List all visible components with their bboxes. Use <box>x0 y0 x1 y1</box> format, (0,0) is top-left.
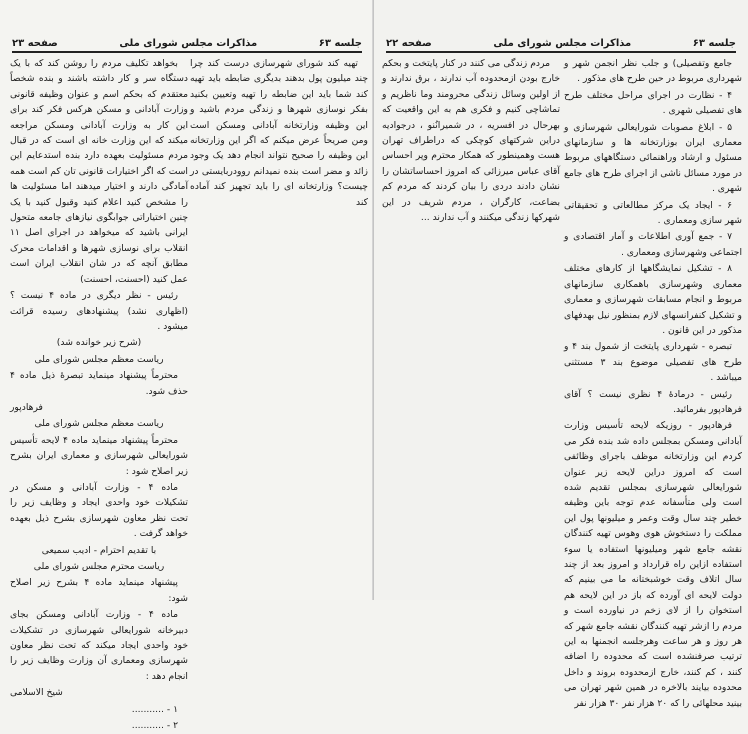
paragraph: ۴ - نظارت در اجرای مراحل مختلف طرح های تفصیلی شهری . <box>564 89 742 117</box>
addressee: ریاست معظم مجلس شورای ملی <box>34 418 164 430</box>
session-number: جلسه ۶۳ <box>692 38 736 49</box>
text-column-left <box>382 56 560 226</box>
paragraph: تهیه کند شورای شهرسازی درست کند چرا چند میلیون پول بدهند بدیگری ضابطه باید تهیه کند شما باید این ضابطه را تهیه وتعیین بکنید بفکر نوسازی شهرها و زندگی مردم باشید و این وظیفه وزارتخانه آبادانی ومسکن است ومن صریحاً عرض میکنم که اگر این وزارتخانه این وظیفه را صحیح نتواند انجام دهد یک وجود زائد و مضر است بنده نمیدانم روودربایستی در چیست؟ وزارتخانه ای را باید تجهیز کند آماده کند <box>190 58 368 208</box>
page-header <box>386 33 736 53</box>
paragraph: رئیس - درمادهٔ ۴ نظری نیست ؟ آقای فرهادپور بفرمائید. <box>564 388 742 415</box>
page-number: صفحه ۲۲ <box>386 38 432 49</box>
page-header <box>12 33 362 53</box>
paragraph: تبصره - شهرداری پایتخت از شمول بند ۴ و طرح های تفصیلی موضوع بند ۳ مستثنی میباشد . <box>564 341 742 384</box>
text-column-right <box>564 56 742 712</box>
list-item: ۱ - ........... <box>131 703 178 715</box>
paragraph: رئیس - نظر دیگری در ماده ۴ نیست ؟ (اظهاری نشد) پیشنهادهای رسیده قرائت میشود . <box>10 290 188 332</box>
publication-title: مذاکرات مجلس شورای ملی <box>493 38 632 49</box>
addressee: ریاست معظم مجلس شورای ملی <box>34 353 164 365</box>
list-item: ۲ - ........... <box>131 720 178 732</box>
session-number: جلسه ۶۳ <box>318 38 362 49</box>
paragraph: ماده ۴ - وزارت آبادانی ومسکن بجای دبیرخانه شورایعالی شهرسازی در تشکیلات خود واحدی ایجاد میکند که تحت نظر معاون شهرسازی ومعماری آن وزارت وظایف زیر را انجام دهد : <box>10 609 188 682</box>
paragraph: ۵ - ابلاغ مصوبات شورایعالی شهرسازی و معماری ایران بوزارتخانه ها و سازمانهای مسئول و ارشاد وراهنمائی دستگاههای مربوط در مورد مسائل ناشی از اجرای طرح های جامع شهری . <box>564 121 742 195</box>
text-column-right <box>190 56 368 211</box>
paragraph: ۶ - ایجاد یک مرکز مطالعاتی و تحقیقاتی شهر سازی ومعماری . <box>564 199 742 227</box>
page-number: صفحه ۲۳ <box>12 38 58 49</box>
paragraph: فرهادپور - روزیکه لایحه تأسیس وزارت آبادانی ومسکن بمجلس داده شد بنده فکر می کردم این وزارتخانه موظف باجرای وظائفی است که امروز دراین لایحه زیر عنوان شورایعالی شهرسازی بمجلس تقدیم شده است ولی متأسفانه عدم توجه باین وظیفه خطیر چند سال وقت وعمر و میلیونها پول این مملکت را دستخوش هوی وهوس تهیه کنندگان نقشه جامع شهر ومیلیونها استفاده یا سوء استفاده ازاین راه قرارداد و امروز بعد از چند سال اتلاف وقت خوشبختانه ما می بینیم که دولت لایحه ای آورده که باز در این لایحه هم استخوان را از لای زخم در نیاورده است و مردم را ازشر تهیه کنندگان نقشه جامع شهر که هر روز و هر ساعت وهرجلسه انجمنها به این ترتیب صرفنشده است که محدوده را اضافه کنند ، کم کنند، خارج ازمحدوده بروند و داخل محدوده بیایند بالاخره در همین شهر تهران می بینید محلهائی را که ۲۰ هزار نفر ۳۰ هزار نفر <box>564 420 742 709</box>
paragraph: جامع وتفصیلی) و جلب نظر انجمن شهر و شهرداری مربوط در حین طرح های مذکور . <box>564 58 742 85</box>
paragraph: ۷ - جمع آوری اطلاعات و آمار اقتصادی و اجتماعی وشهرسازی ومعماری . <box>564 231 742 258</box>
addressee: ریاست محترم مجلس شورای ملی <box>33 561 165 572</box>
paragraph: ماده ۴ - وزارت آبادانی و مسکن در تشکیلات خود واحدی ایجاد و وظایف زیر را تحت نظر معاون شهرسازی بشرح ذیل بعهده خواهد گرفت . <box>10 481 188 540</box>
text-column-left <box>10 56 188 734</box>
paragraph: محترماً پیشنهاد مینماید ماده ۴ لایحه تأسیس شورایعالی شهرسازی و معماری ایران بشرح زیر اصلاح شود : <box>10 434 188 477</box>
publication-title: مذاکرات مجلس شورای ملی <box>119 38 258 49</box>
left-page <box>0 0 374 732</box>
signature: فرهادپور <box>10 401 43 413</box>
paragraph: محترماً پیشنهاد مینماید تبصرهٔ ذیل ماده ۴ حذف شود. <box>10 370 188 397</box>
paragraph: پیشنهاد مینماید ماده ۴ بشرح زیر اصلاح شود: <box>10 577 188 604</box>
paragraph: (شرح زیر خوانده شد) <box>56 337 142 349</box>
paragraph: مردم زندگی می کنند در کنار پایتخت و بحکم خارج بودن ازمحدوده آب ندارند ، برق ندارند و از اولین وسائل زندگی محرومند وما ناظریم و تماشاچی کنیم و فکری هم به این واقعیت که بهرحال در افسریه ، در شمیرانُنو ، درجوادیه دراین شرکتهای کوچکی که دراطراف تهران هست وهمینطور که همکار محترم وپر احساس آقای عباس میرزائی که امروز احساساتشان را نشان دادند دردی را بیان کردند که مردم کم بضاعت، کارگران ، مردم شریف در این شهرکها زندگی میکنند و آب ندارند ... <box>382 58 560 224</box>
signature: با تقدیم احترام - ادیب سمیعی <box>41 544 157 556</box>
right-page <box>374 0 748 709</box>
signature: شیخ الاسلامی <box>10 687 63 699</box>
paragraph: ۸ - تشکیل نمایشگاهها از کارهای مختلف معماری وشهرسازی باهمکاری سازمانهای مربوط و انجام مسابقات شهرسازی و معماری و تشکیل کنفرانسهای لازم بمنظور نیل بهدفهای مذکور در این قانون . <box>564 263 742 336</box>
paragraph: بخواهد تکلیف مردم را روشن کند که با یک دستگاه سر و کار داشته باشند و بنده شخصاً معتقدم که بحکم اسم و عنوان وظیفه قانونی وزارت آبادانی و مسکن هرکس فکر کند برای این کار به وزارت آبادانی ومسکن مراجعه میکند که این وزارت خانه ای است که در قبال مردم مسئولیت بعهده دارد بنده استدعایم این است که اگر اختیارات قانونی تان کم است همه آمادگی دارند و اختیار میدهند اما مسئولیت ها را مشخص کنید اعلام کنید وقبول کنید با یک چنین اختیاراتی جوابگوی نیازهای جامعه متحول ایرانی باشید که میخواهد در اجرای اصل ۱۱ انقلاب برای نوسازی شهرها و اقدامات محرک مطابق آنچه که در شان انقلاب ایران است عمل کنید (احسنت، احسنت) <box>10 58 188 285</box>
